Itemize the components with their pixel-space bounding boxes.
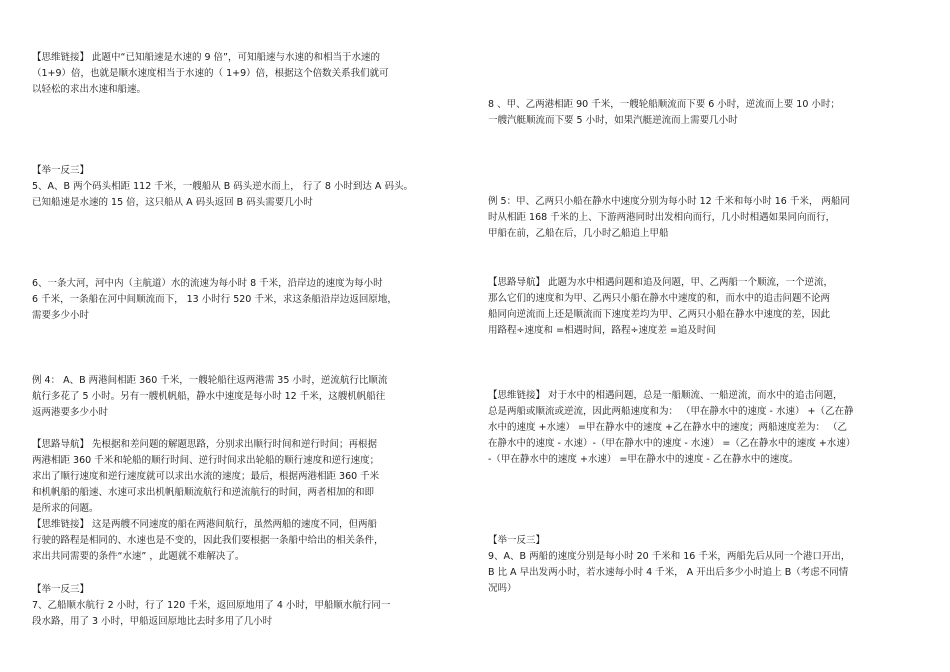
text-line: 求出了顺行速度和逆行速度就可以求出水流的速度；最后，根据两港相距 360 千米 [32,471,380,482]
right-example-5 [488,194,850,242]
text-line: 【思维链接】 对于水中的相遇问题，总是一船顺流、一船逆流，而水中的追击问题， [488,390,843,401]
text-line: 总是两船或顺流或逆流，因此两船速度和为： （甲在静水中的速度 - 水速） +（乙在静 [488,406,854,417]
text-line: 和机帆船的船速、水速可求出机帆船顺流航行和逆流航行的时间，两者相加的和即 [32,487,375,498]
text-line: 【举一反三】 [32,165,90,176]
text-line: 【思维链接】 此题中“已知船速是水速的 9 倍”，可知船速与水速的和相当于水速的 [32,52,380,63]
text-line: 例 5：甲、乙两只小船在静水中速度分别为每小时 12 千米和每小时 16 千米， 两船同 [488,196,850,207]
text-line: 求出共同需要的条件“水速” ，此题就不难解决了。 [32,551,245,562]
text-line: B 比 A 早出发两小时，若水速每小时 4 千米， A 开出后多少小时追上 B（考虑不同情 [488,567,849,578]
text-line: 是所求的问题。 [32,503,99,514]
left-practice-7 [32,582,390,630]
text-line: 【思路导航】 此题为水中相遇问题和追及问题，甲、乙两船一个顺流，一个逆流， [488,277,834,288]
text-line: 例 4： A、B 两港间相距 360 千米，一艘轮船往返两港需 35 小时，逆流航行比顺流 [32,375,388,386]
text-line: 在静水中的速度 - 水速）-（甲在静水中的速度 - 水速） =（乙在静水中的速度 +水速） [488,438,856,449]
text-line: 航行多花了 5 小时。另有一艘机帆船，静水中速度是每小时 12 千米，这艘机帆船往 [32,391,386,402]
text-line: 6 千米，一条船在河中间顺流而下， 13 小时行 520 千米，求这条船沿岸边返回原地， [32,294,397,305]
text-line: 【举一反三】 [32,584,90,595]
text-line: 船同向逆流而上还是顺流而下速度差均为甲、乙两只小船在静水中速度的差，因此 [488,309,831,320]
text-line: 【举一反三】 [488,535,546,546]
right-thinking-link [488,388,855,468]
text-line: 段水路，用了 3 小时，甲船返回原地比去时多用了几小时 [32,616,273,627]
text-line: 水中的速度 +水速） =甲在静水中的速度 +乙在静水中的速度；两船速度差为： （乙 [488,422,847,433]
text-line: 甲船在前，乙船在后，几小时乙船追上甲船 [488,228,669,239]
left-thinking-guide [32,437,384,565]
text-line: 时从相距 168 千米的上、下游两港同时出发相向而行，几小时相遇如果同向而行， [488,212,836,223]
left-thinking-link-1 [32,50,389,98]
text-line: 返两港要多少小时 [32,407,109,418]
text-line: （1+9）倍，也就是顺水速度相当于水速的（ 1+9）倍，根据这个倍数关系我们就可 [32,68,389,79]
text-line: 9、A、B 两船的速度分别是每小时 20 千米和 16 千米，两船先后从同一个港口开出， [488,551,851,562]
left-practice-5 [32,163,413,211]
text-line: 7、乙船顺水航行 2 小时，行了 120 千米，返回原地用了 4 小时，甲船顺水航行同一 [32,600,391,611]
text-line: 已知船速是水速的 15 倍，这只船从 A 码头返回 B 码头需要几小时 [32,197,313,208]
text-line: 一艘汽艇顺流而下要 5 小时，如果汽艇逆流而上需要几小时 [488,115,738,126]
text-line: 需要多少小时 [32,310,90,321]
text-line: 【思维链接】 这是两艘不同速度的船在两港间航行，虽然两船的速度不同，但两船 [32,519,378,530]
text-line: 6、一条大河，河中内（主航道）水的流速为每小时 8 千米，沿岸边的速度为每小时 [32,278,383,289]
text-line: 【思路导航】 先根据和差问题的解题思路，分别求出顺行时间和逆行时间；再根据 [32,439,378,450]
left-problem-6 [32,276,397,324]
left-example-4 [32,373,387,421]
text-line: 况吗） [488,583,517,594]
text-line: 5、A、B 两个码头相距 112 千米，一艘船从 B 码头逆水而上， 行了 8 小时到达 A 码头。 [32,181,413,192]
right-practice-9 [488,533,850,597]
text-line: 以轻松的求出水速和船速。 [32,84,147,95]
right-problem-8 [488,97,840,129]
text-line: 那么它们的速度和为甲、乙两只小船在静水中速度的和，而水中的追击问题不论两 [488,293,831,304]
text-line: 8 、甲、乙两港相距 90 千米，一艘轮船顺流而下要 6 小时，逆流而上要 10 小时； [488,99,840,110]
right-thinking-guide [488,275,833,339]
text-line: 两港相距 360 千米和轮船的顺行时间、逆行时间求出轮船的顺行速度和逆行速度； [32,455,380,466]
text-line: -（甲在静水中的速度 +水速） =甲在静水中的速度 - 乙在静水中的速度。 [488,454,799,465]
text-line: 行驶的路程是相同的、水速也是不变的，因此我们要根据一条船中给出的相关条件， [32,535,384,546]
text-line: 用路程÷速度和 =相遇时间，路程÷速度差 =追及时间 [488,325,716,336]
